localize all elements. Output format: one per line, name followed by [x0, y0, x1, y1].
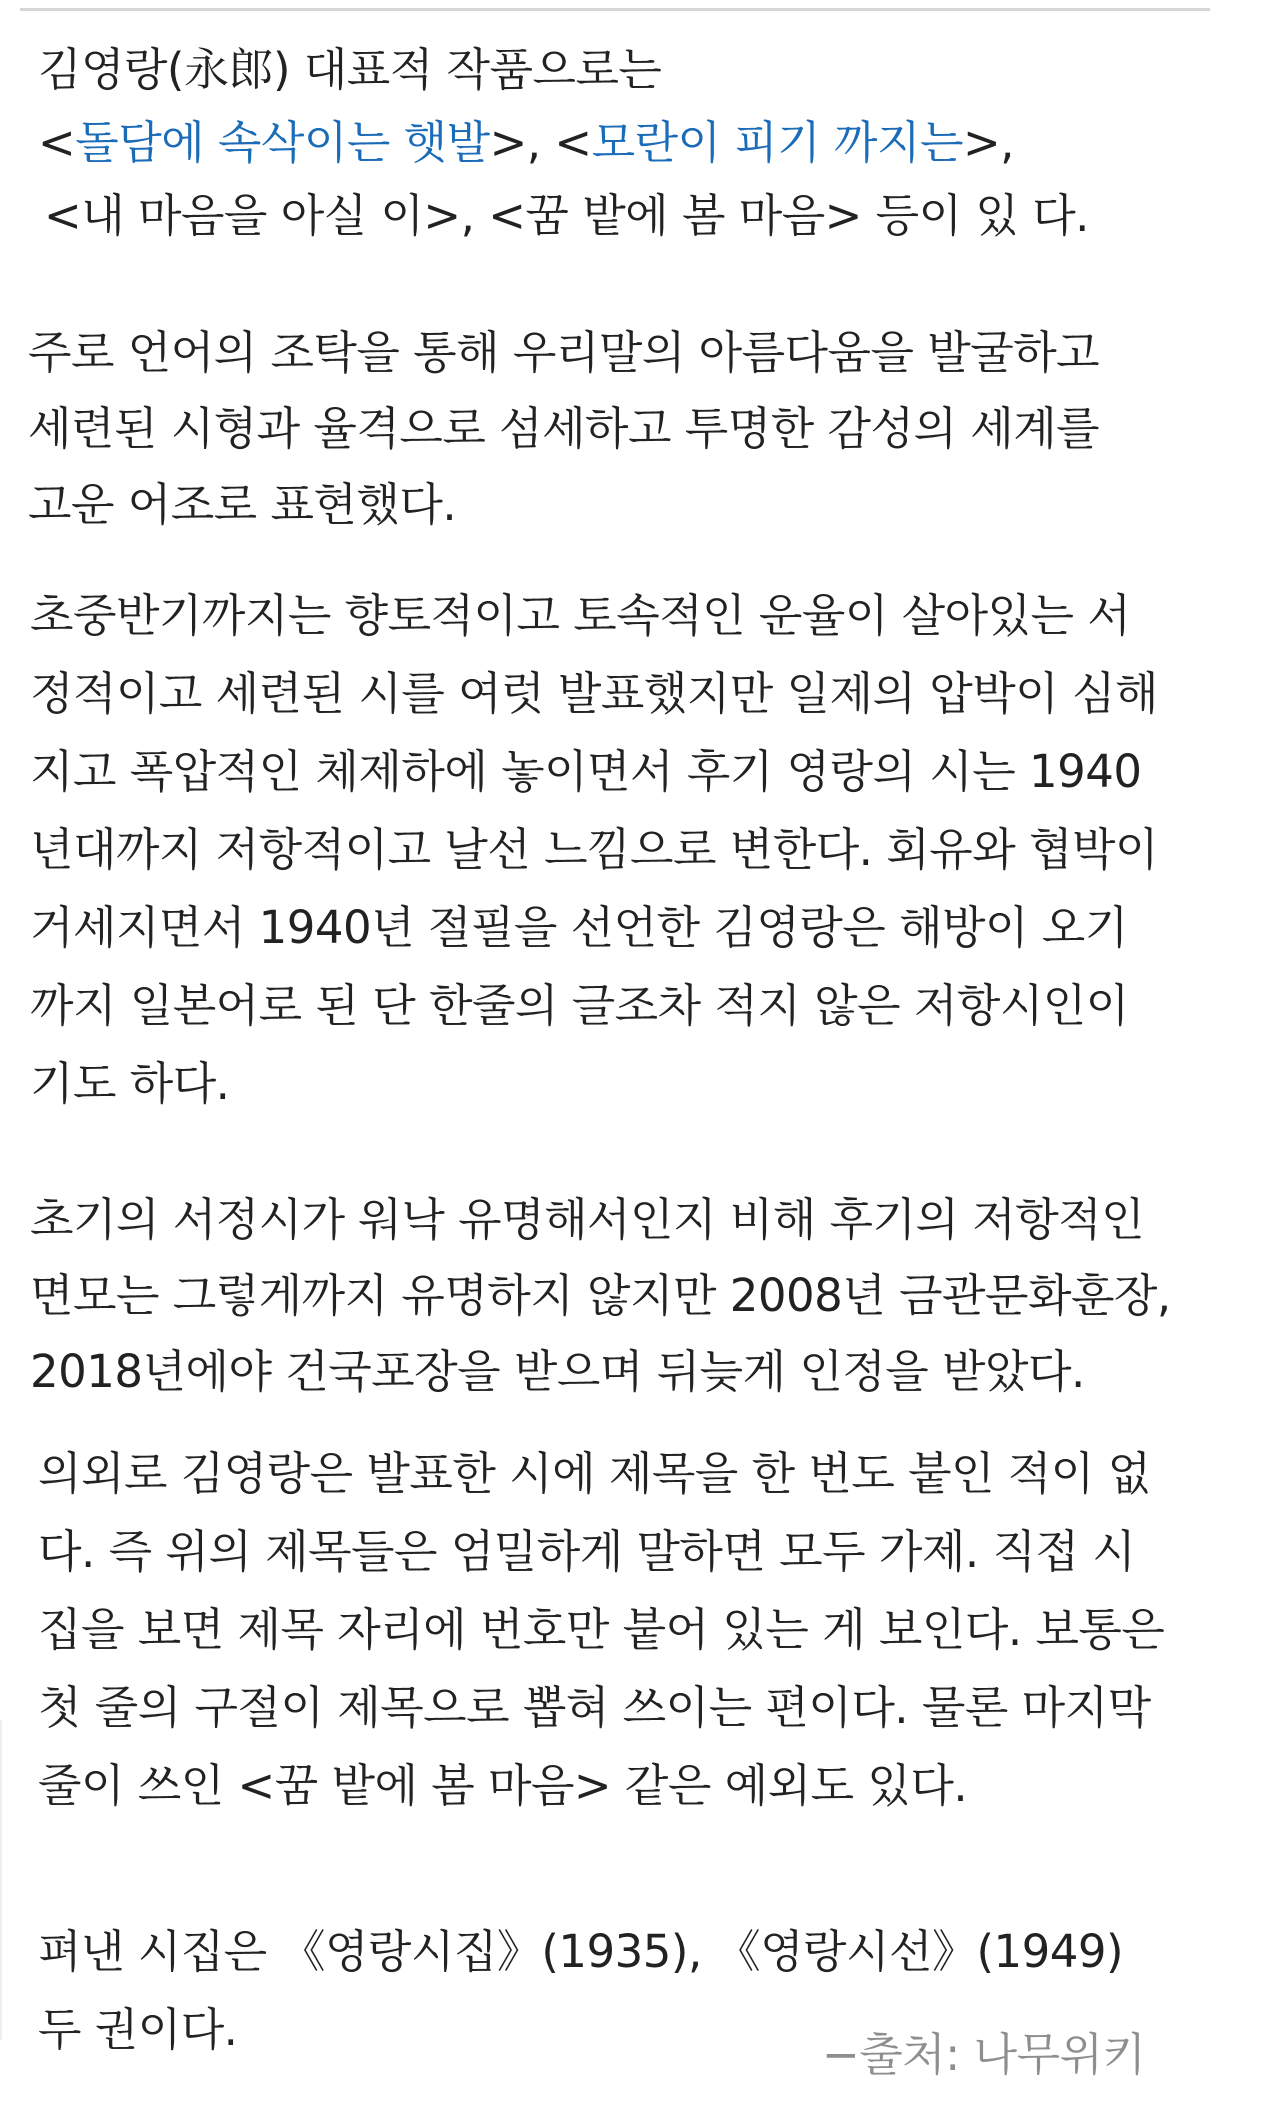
paragraph3-line-3: 2018년에야 건국포장을 받으며 뒤늦게 인정을 받았다.: [30, 1345, 1085, 1398]
source-attribution: −출처: 나무위키: [822, 2028, 1146, 2081]
work-bracket-open: <: [38, 116, 76, 169]
paragraph2-line-1: 초중반기까지는 향토적이고 토속적인 운율이 살아있는 서: [30, 589, 1131, 642]
paragraph3-line-1: 초기의 서정시가 워낙 유명해서인지 비해 후기의 저항적인: [30, 1193, 1145, 1246]
paragraph4-line-4: 첫 줄의 구절이 제목으로 뽑혀 쓰이는 편이다. 물론 마지막: [38, 1681, 1151, 1734]
side-edge-mark: [0, 1720, 2, 2040]
paragraph2-line-3: 지고 폭압적인 체제하에 놓이면서 후기 영랑의 시는 1940: [30, 745, 1142, 798]
intro-line-3: <내 마음을 아실 이>, <꿈 밭에 봄 마음> 등이 있 다.: [44, 189, 1089, 242]
intro-line-1: 김영랑(永郎) 대표적 작품으로는: [38, 43, 662, 96]
paragraph2-line-7: 기도 하다.: [30, 1057, 230, 1110]
work-link-doldam[interactable]: 돌담에 속삭이는 햇발: [75, 116, 490, 169]
paragraph2-line-6: 까지 일본어로 된 단 한줄의 글조차 적지 않은 저항시인이: [30, 979, 1129, 1032]
paragraph4-line-3: 집을 보면 제목 자리에 번호만 붙어 있는 게 보인다. 보통은: [38, 1603, 1165, 1656]
paragraph2-line-4: 년대까지 저항적이고 날선 느낌으로 변한다. 회유와 협박이: [30, 823, 1158, 876]
paragraph1-line-1: 주로 언어의 조탁을 통해 우리말의 아름다움을 발굴하고: [28, 326, 1100, 379]
work-separator: >, <: [489, 116, 592, 169]
work-link-moran[interactable]: 모란이 피기 까지는: [591, 116, 963, 169]
paragraph1-line-2: 세련된 시형과 율격으로 섬세하고 투명한 감성의 세계를: [28, 402, 1100, 455]
paragraph2-line-5: 거세지면서 1940년 절필을 선언한 김영랑은 해방이 오기: [30, 901, 1128, 954]
paragraph5-line-1: 펴낸 시집은 《영랑시집》(1935), 《영랑시선》(1949): [38, 1925, 1124, 1978]
top-divider: [20, 8, 1210, 11]
paragraph1-line-3: 고운 어조로 표현했다.: [28, 478, 457, 531]
paragraph5-line-2: 두 권이다.: [38, 2003, 238, 2056]
intro-line-2: [38, 113, 1014, 173]
paragraph3-line-2: 면모는 그렇게까지 유명하지 않지만 2008년 금관문화훈장,: [30, 1269, 1171, 1322]
paragraph4-line-2: 다. 즉 위의 제목들은 엄밀하게 말하면 모두 가제. 직접 시: [38, 1525, 1136, 1578]
paragraph2-line-2: 정적이고 세련된 시를 여럿 발표했지만 일제의 압박이 심해: [30, 667, 1158, 720]
paragraph4-line-5: 줄이 쓰인 <꿈 밭에 봄 마음> 같은 예외도 있다.: [38, 1759, 968, 1812]
paragraph4-line-1: 의외로 김영랑은 발표한 시에 제목을 한 번도 붙인 적이 없: [38, 1447, 1151, 1500]
work-bracket-close: >,: [962, 116, 1014, 169]
